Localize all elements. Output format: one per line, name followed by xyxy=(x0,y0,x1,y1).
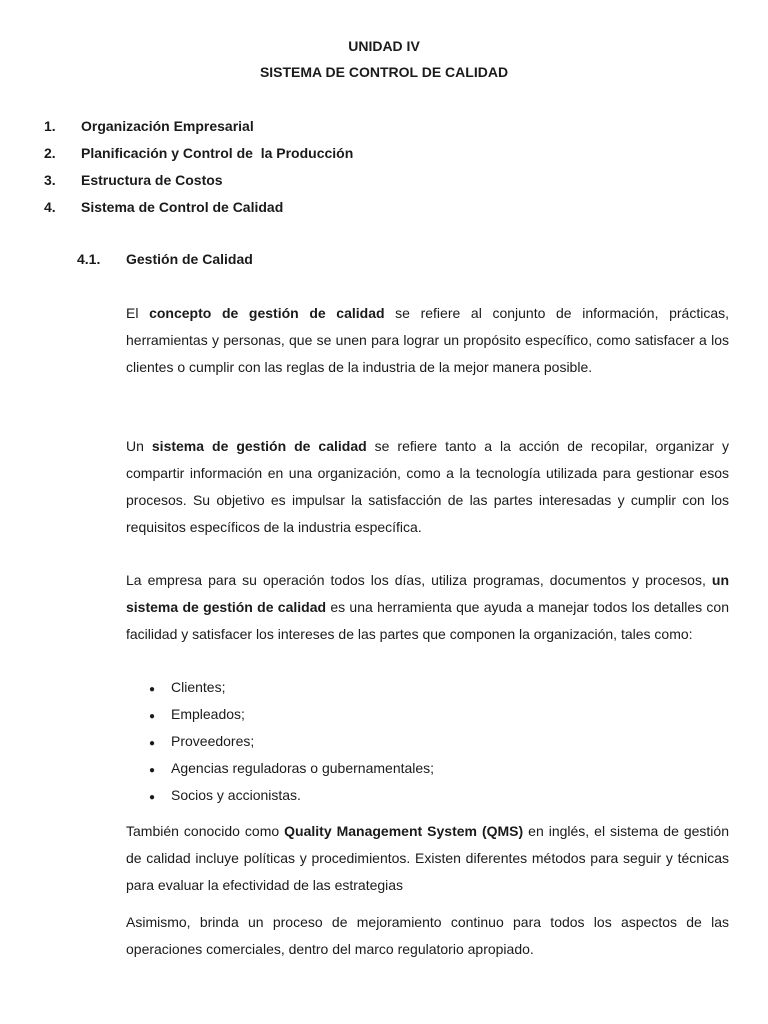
list-item xyxy=(126,755,434,782)
list-item-label: Clientes; xyxy=(171,679,226,695)
topic-item xyxy=(44,198,353,225)
paragraph-text: se refiere tanto a la acción de recopilar, organizar y compartir información en una organización, como a la tecnología utilizada para gestionar esos procesos. Su objetivo es impulsar la satisfacción de las partes interesadas y cumplir con los requisitos específicos de la industria específica. xyxy=(126,438,729,535)
topic-number: 2. xyxy=(44,145,56,161)
paragraph-text: en inglés, el sistema de gestión de calidad incluye políticas y procedimientos. Existen diferentes métodos para seguir y técnicas para evaluar la efectividad de las estrategias xyxy=(126,823,729,893)
bullet-icon: ● xyxy=(148,738,156,749)
paragraph-bold-term: sistema de gestión de calidad xyxy=(151,438,367,454)
paragraph-company xyxy=(126,567,729,648)
section-number: 4.1. xyxy=(77,251,101,267)
topic-number: 4. xyxy=(44,199,56,215)
paragraph-improvement: Asimismo, brinda un proceso de mejoramiento continuo para todos los aspectos de las operaciones comerciales, dentro del marco regulatorio apropiado. xyxy=(126,914,729,957)
list-item-label: Proveedores; xyxy=(171,733,255,749)
paragraph-text: La empresa para su operación todos los días, utiliza programas, documentos y procesos, xyxy=(126,572,712,588)
paragraph-bold-term: concepto de gestión de calidad xyxy=(149,305,385,321)
paragraph-bold-term: Quality Management System (QMS) xyxy=(284,823,524,839)
bullet-icon: ● xyxy=(148,792,156,803)
topic-label: Planificación y Control de la Producción xyxy=(81,145,354,161)
list-item-label: Empleados; xyxy=(171,706,245,722)
list-item-label: Socios y accionistas. xyxy=(171,787,301,803)
list-item xyxy=(126,728,434,755)
paragraph-text: Un xyxy=(126,438,152,454)
section-title: Gestión de Calidad xyxy=(126,251,253,267)
unit-heading: UNIDAD IV xyxy=(348,38,420,54)
topic-label: Sistema de Control de Calidad xyxy=(81,199,284,215)
list-item xyxy=(126,782,434,809)
section-heading xyxy=(77,251,253,267)
list-item-label: Agencias reguladoras o gubernamentales; xyxy=(171,760,435,776)
topic-label: Organización Empresarial xyxy=(81,118,254,134)
paragraph-text: También conocido como xyxy=(126,823,285,839)
bullet-icon: ● xyxy=(148,711,156,722)
topic-item xyxy=(44,117,353,144)
document-title: SISTEMA DE CONTROL DE CALIDAD xyxy=(259,64,509,80)
topic-label: Estructura de Costos xyxy=(81,172,223,188)
bullet-icon: ● xyxy=(148,765,156,776)
paragraph-concept xyxy=(126,300,729,381)
list-item xyxy=(126,701,434,728)
topic-item xyxy=(44,171,353,198)
paragraph-text: es una herramienta que ayuda a manejar todos los detalles con facilidad y satisfacer los intereses de las partes que componen la organización, tales como: xyxy=(126,599,729,642)
topic-item xyxy=(44,144,353,171)
list-item xyxy=(126,674,434,701)
paragraph-text: El xyxy=(126,305,150,321)
paragraph-text: se refiere al conjunto de información, prácticas, herramientas y personas, que se unen para lograr un propósito específico, como satisfacer a los clientes o cumplir con las reglas de la industria de la mejor manera posible. xyxy=(126,305,730,375)
stakeholder-list xyxy=(126,674,434,809)
paragraph-bold-term: un sistema de gestión de calidad xyxy=(126,572,729,615)
paragraph-qms xyxy=(126,818,729,899)
topic-number: 3. xyxy=(44,172,56,188)
topic-list xyxy=(44,117,353,225)
topic-number: 1. xyxy=(44,118,56,134)
paragraph-system xyxy=(126,433,729,541)
bullet-icon: ● xyxy=(148,684,156,695)
